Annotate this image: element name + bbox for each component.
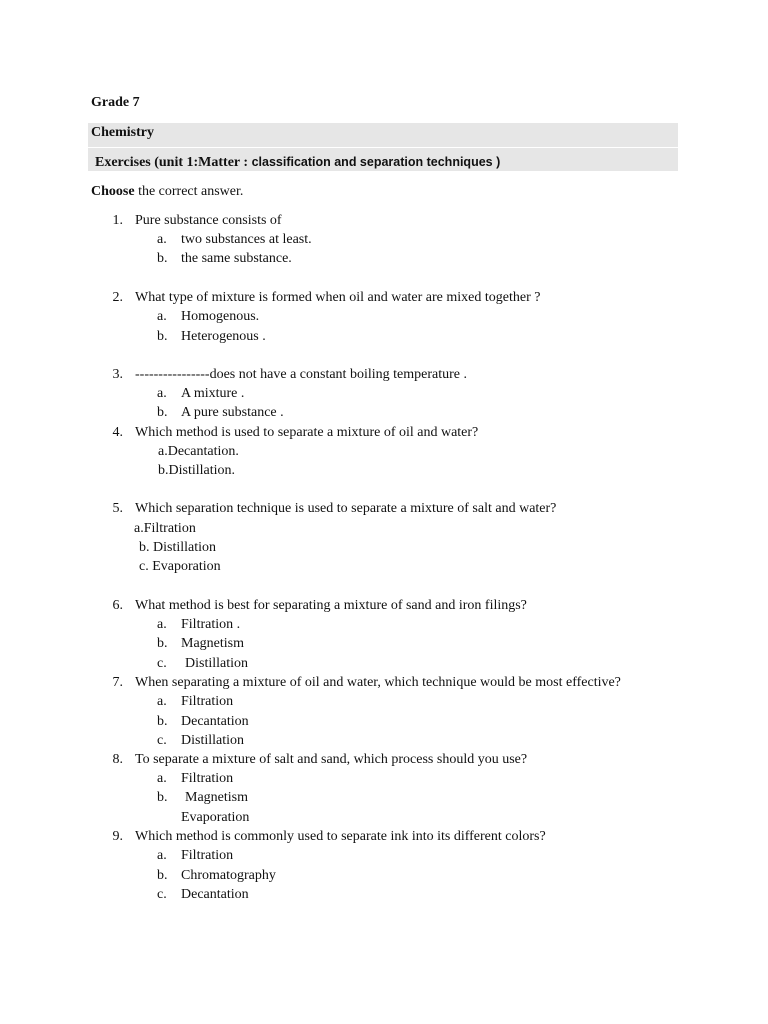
- option-letter: a.: [157, 232, 167, 247]
- instruction: [91, 183, 243, 201]
- option-text: Evaporation: [181, 810, 250, 825]
- option-letter: b.: [157, 714, 168, 729]
- option-text: two substances at least.: [181, 232, 312, 247]
- option-text: the same substance.: [181, 251, 292, 266]
- question-number: 7.: [112, 675, 123, 690]
- option-letter: a.: [157, 386, 167, 401]
- option-text: A mixture .: [181, 386, 245, 401]
- question-number: 9.: [112, 829, 123, 844]
- exercises-prefix: Exercises (unit 1:Matter :: [95, 155, 252, 170]
- option-letter: b.: [157, 405, 168, 420]
- question-number: 1.: [112, 213, 123, 228]
- subject-band: [88, 123, 678, 147]
- subject-title: Chemistry: [91, 125, 154, 140]
- option-text: Magnetism: [185, 790, 248, 805]
- option-text: Heterogenous .: [181, 329, 266, 344]
- option-text: Filtration: [181, 771, 234, 786]
- question-text: To separate a mixture of salt and sand, which process should you use?: [135, 752, 528, 767]
- question-text: Pure substance consists of: [135, 213, 282, 228]
- option: b.Distillation.: [158, 463, 235, 478]
- question-text: What type of mixture is formed when oil and water are mixed together ?: [135, 290, 541, 305]
- option-letter: c.: [157, 656, 167, 671]
- option-letter: b.: [157, 790, 168, 805]
- question-number: 5.: [112, 501, 123, 516]
- question-text: Which method is commonly used to separate ink into its different colors?: [135, 829, 546, 844]
- option-text: Distillation: [181, 733, 244, 748]
- option-letter: a.: [157, 848, 167, 863]
- option-text: Filtration: [181, 848, 234, 863]
- option-letter: b.: [157, 636, 168, 651]
- question-text: What method is best for separating a mixture of sand and iron filings?: [135, 598, 527, 613]
- question-number: 8.: [112, 752, 123, 767]
- option-text: Decantation: [181, 714, 249, 729]
- option-text: A pure substance .: [181, 405, 284, 420]
- question-text: Which separation technique is used to separate a mixture of salt and water?: [135, 501, 557, 516]
- option-letter: b.: [157, 329, 168, 344]
- grade-label: Grade 7: [91, 95, 140, 110]
- question-number: 6.: [112, 598, 123, 613]
- option-text: Decantation: [181, 887, 249, 902]
- question-number: 4.: [112, 425, 123, 440]
- question-number: 3.: [112, 367, 123, 382]
- exercises-title: [95, 153, 500, 172]
- option-letter: b.: [157, 251, 168, 266]
- option-letter: b.: [157, 868, 168, 883]
- option-letter: a.: [157, 694, 167, 709]
- exercises-topic: classification and separation techniques ): [251, 155, 501, 169]
- question-number: 2.: [112, 290, 123, 305]
- option-letter: a.: [157, 309, 167, 324]
- option: a.Filtration: [134, 521, 196, 536]
- option-text: Chromatography: [181, 868, 276, 883]
- option-letter: a.: [157, 771, 167, 786]
- question-text: Which method is used to separate a mixture of oil and water?: [135, 425, 479, 440]
- option-text: Distillation: [185, 656, 248, 671]
- option: a.Decantation.: [158, 444, 239, 459]
- option-text: Homogenous.: [181, 309, 260, 324]
- option-text: Filtration: [181, 694, 234, 709]
- option: b. Distillation: [139, 540, 216, 555]
- option-letter: c.: [157, 887, 167, 902]
- question-text: When separating a mixture of oil and water, which technique would be most effective?: [135, 675, 621, 690]
- option-text: Magnetism: [181, 636, 244, 651]
- instruction-text: the correct answer.: [134, 184, 244, 199]
- instruction-bold: Choose: [91, 184, 135, 199]
- option-letter: c.: [157, 733, 167, 748]
- option-text: Filtration .: [181, 617, 241, 632]
- option: c. Evaporation: [139, 559, 221, 574]
- question-text: ----------------does not have a constant boiling temperature .: [135, 367, 467, 382]
- option-letter: a.: [157, 617, 167, 632]
